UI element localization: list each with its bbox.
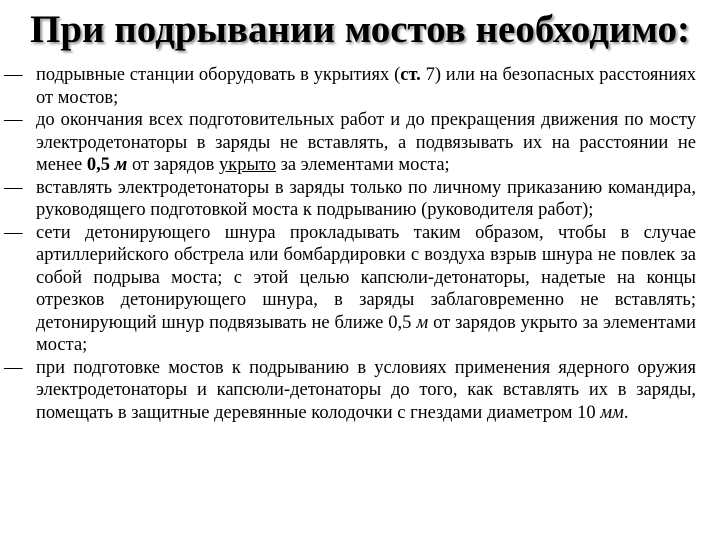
- item-text: от зарядов укрыто за элементами моста;: [36, 312, 697, 355]
- list-item: [4, 222, 696, 357]
- list-item: [4, 64, 696, 109]
- item-text: при подготовке мостов к подрыванию в условиях применения ядерного оружия электродетонаторы и капсюли-детонаторы до того, как вставлять их в заряды, помещать в защитные деревянные колодочки с гнездами диаметром 10: [36, 357, 696, 423]
- bullet-dash: —: [4, 177, 23, 198]
- bullet-dash: —: [4, 110, 23, 130]
- item-text-unit: мм: [600, 402, 624, 423]
- item-text: .: [623, 402, 629, 423]
- item-text-bold: ст.: [400, 65, 421, 85]
- item-text-bold: 0,5: [86, 155, 110, 175]
- item-text: сети детонирующего шнура прокладывать таким образом, чтобы в случае артиллерийского обстрела или бомбардировки с воздуха взрыв шнура не повлек за собой подрыва моста; с этой целью капсюли-детонаторы, надетые на концы отрезков детонирующего шнура, в заряды заблаговременно не вставлять; детонирующий шнур подвязывать не ближе 0,5: [36, 222, 696, 333]
- bullet-dash: —: [4, 65, 23, 85]
- list-item: [4, 177, 696, 222]
- slide-title: При подрывании мостов необходимо:: [30, 8, 690, 51]
- item-text: вставлять электродетонаторы в заряды только по личному приказанию командира, руководящего подготовкой моста к подрыванию (руководителя работ);: [36, 177, 696, 220]
- item-text: от зарядов: [127, 155, 219, 175]
- bullet-dash: —: [4, 357, 23, 378]
- item-text: до окончания всех подготовительных работ и до прекращения движения по мосту электродетонаторы в заряды не вставлять, а подвязывать их на расстоянии не менее: [36, 110, 696, 175]
- list-item: [4, 109, 696, 177]
- requirements-list: [4, 64, 696, 424]
- item-text-underlined: укрыто: [218, 155, 276, 175]
- list-item: [4, 357, 696, 425]
- bullet-dash: —: [4, 222, 23, 243]
- item-text: подрывные станции оборудовать в укрытиях (: [36, 65, 401, 85]
- item-text: за элементами моста;: [275, 155, 450, 175]
- item-text-unit: м: [114, 155, 128, 175]
- item-text-unit: м: [416, 312, 429, 333]
- item-text: 7) или на безопасных расстояниях от мостов;: [36, 65, 696, 108]
